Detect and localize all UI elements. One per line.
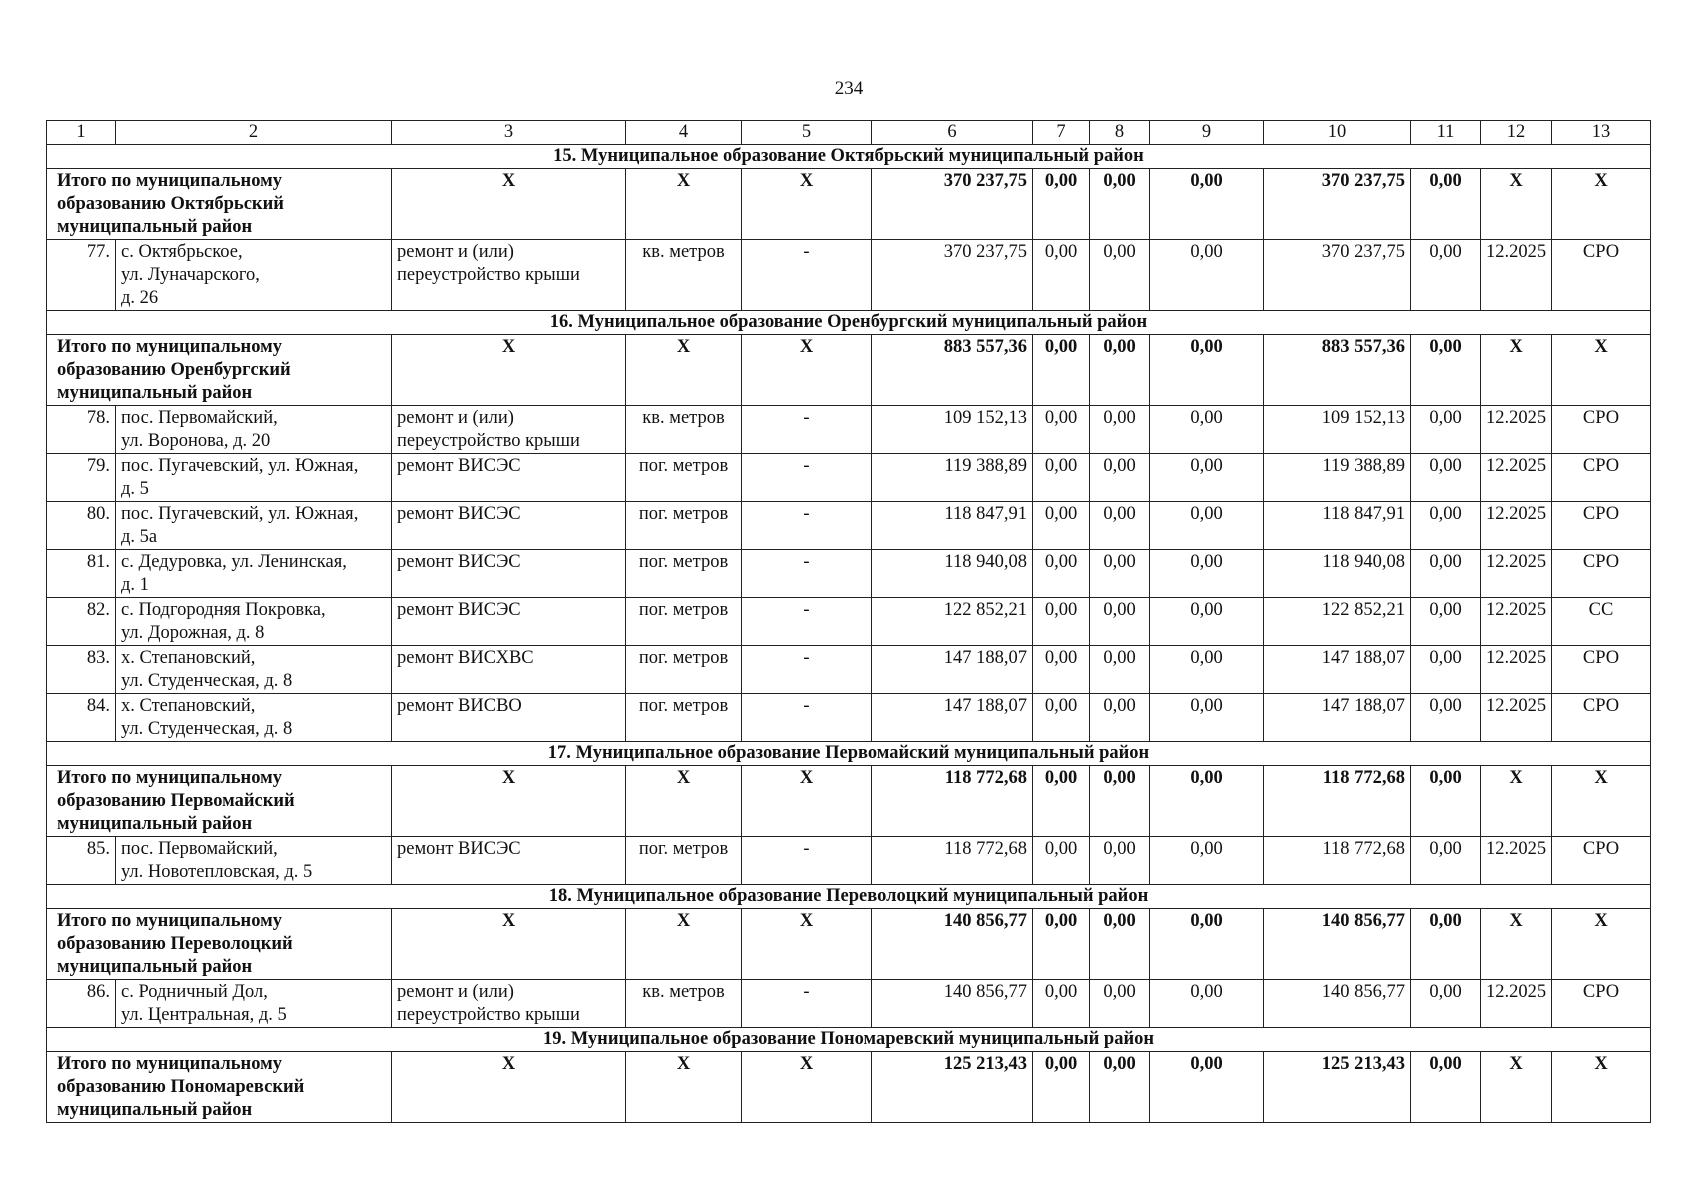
cost-c9: 0,00 (1150, 980, 1264, 1028)
row-number: 80. (47, 502, 116, 550)
total-label (47, 169, 392, 240)
total-c11: 0,00 (1411, 169, 1481, 240)
total-cost: 370 237,75 (872, 169, 1033, 240)
cost-c8: 0,00 (1090, 502, 1150, 550)
total-deadline-mark: X (1481, 766, 1552, 837)
method: СРО (1552, 550, 1651, 598)
cost: 118 847,91 (872, 502, 1033, 550)
unit: кв. метров (626, 980, 742, 1028)
row-number: 83. (47, 646, 116, 694)
cost-c7: 0,00 (1033, 980, 1090, 1028)
cost: 147 188,07 (872, 646, 1033, 694)
cost-c9: 0,00 (1150, 598, 1264, 646)
cost-c10: 118 772,68 (1264, 837, 1411, 885)
cost-c10: 147 188,07 (1264, 694, 1411, 742)
cost-c9: 0,00 (1150, 550, 1264, 598)
deadline: 12.2025 (1481, 454, 1552, 502)
total-c8: 0,00 (1090, 1052, 1150, 1123)
cost-c9: 0,00 (1150, 694, 1264, 742)
address-line: с. Подгородняя Покровка, (121, 600, 326, 620)
address-line: пос. Первомайский, (121, 839, 278, 859)
cost: 147 188,07 (872, 694, 1033, 742)
total-deadline-mark: X (1481, 1052, 1552, 1123)
table-row (47, 406, 1651, 454)
cost-c7: 0,00 (1033, 240, 1090, 311)
address (116, 454, 392, 502)
total-c10: 125 213,43 (1264, 1052, 1411, 1123)
address-line: с. Родничный Дол, (121, 982, 268, 1002)
method: СРО (1552, 980, 1651, 1028)
address-line: с. Октябрьское, (121, 242, 243, 262)
total-volume-mark: X (742, 335, 872, 406)
cost-c7: 0,00 (1033, 550, 1090, 598)
unit: кв. метров (626, 406, 742, 454)
total-label-line: образованию Октябрьский (57, 194, 284, 214)
total-c9: 0,00 (1150, 335, 1264, 406)
work-type (392, 837, 626, 885)
address (116, 837, 392, 885)
table-row (47, 646, 1651, 694)
total-c7: 0,00 (1033, 1052, 1090, 1123)
work-type-line: ремонт ВИСЭС (397, 504, 521, 524)
work-type (392, 550, 626, 598)
total-method-mark: X (1552, 1052, 1651, 1123)
cost-c7: 0,00 (1033, 406, 1090, 454)
address-line: д. 26 (121, 288, 159, 308)
section-title: 16. Муниципальное образование Оренбургский муниципальный район (47, 311, 1651, 335)
section-total-row (47, 1052, 1651, 1123)
total-label-line: образованию Переволоцкий (57, 934, 293, 954)
cost-c7: 0,00 (1033, 598, 1090, 646)
address-line: ул. Студенческая, д. 8 (121, 719, 293, 739)
table-row (47, 240, 1651, 311)
cost: 118 940,08 (872, 550, 1033, 598)
unit: пог. метров (626, 694, 742, 742)
work-type-line: ремонт и (или) (397, 242, 514, 262)
cost-c7: 0,00 (1033, 646, 1090, 694)
total-label-line: Итого по муниципальному (57, 768, 282, 788)
work-type-line: переустройство крыши (397, 1005, 580, 1025)
cost: 109 152,13 (872, 406, 1033, 454)
cost-c11: 0,00 (1411, 406, 1481, 454)
row-number: 77. (47, 240, 116, 311)
cost-c7: 0,00 (1033, 837, 1090, 885)
program-table (46, 120, 1651, 1123)
total-c10: 883 557,36 (1264, 335, 1411, 406)
cost-c11: 0,00 (1411, 550, 1481, 598)
cost-c11: 0,00 (1411, 454, 1481, 502)
cost-c9: 0,00 (1150, 837, 1264, 885)
column-header: 7 (1033, 121, 1090, 145)
section-total-row (47, 335, 1651, 406)
total-label-line: муниципальный район (57, 957, 253, 977)
address-line: ул. Дорожная, д. 8 (121, 623, 265, 643)
cost-c10: 109 152,13 (1264, 406, 1411, 454)
cost-c8: 0,00 (1090, 240, 1150, 311)
cost-c9: 0,00 (1150, 406, 1264, 454)
total-c8: 0,00 (1090, 169, 1150, 240)
column-header: 1 (47, 121, 116, 145)
total-cost: 125 213,43 (872, 1052, 1033, 1123)
total-cost: 118 772,68 (872, 766, 1033, 837)
table-row (47, 837, 1651, 885)
total-deadline-mark: X (1481, 909, 1552, 980)
cost-c10: 370 237,75 (1264, 240, 1411, 311)
total-label (47, 909, 392, 980)
cost: 119 388,89 (872, 454, 1033, 502)
total-c11: 0,00 (1411, 1052, 1481, 1123)
work-type (392, 240, 626, 311)
row-number: 81. (47, 550, 116, 598)
address (116, 598, 392, 646)
work-type (392, 980, 626, 1028)
column-number-row (47, 121, 1651, 145)
address-line: с. Дедуровка, ул. Ленинская, (121, 552, 347, 572)
unit: пог. метров (626, 550, 742, 598)
total-c8: 0,00 (1090, 335, 1150, 406)
table-row (47, 550, 1651, 598)
column-header: 9 (1150, 121, 1264, 145)
work-type-line: ремонт ВИСЭС (397, 552, 521, 572)
section-title: 18. Муниципальное образование Переволоцкий муниципальный район (47, 885, 1651, 909)
deadline: 12.2025 (1481, 406, 1552, 454)
work-type-line: ремонт ВИСВО (397, 696, 522, 716)
cost-c7: 0,00 (1033, 502, 1090, 550)
cost-c7: 0,00 (1033, 694, 1090, 742)
address-line: ул. Воронова, д. 20 (121, 431, 271, 451)
unit: кв. метров (626, 240, 742, 311)
section-total-row (47, 169, 1651, 240)
total-c7: 0,00 (1033, 169, 1090, 240)
volume: - (742, 598, 872, 646)
address-line: д. 5 (121, 479, 149, 499)
total-label-line: муниципальный район (57, 217, 253, 237)
volume: - (742, 240, 872, 311)
total-c10: 118 772,68 (1264, 766, 1411, 837)
total-deadline-mark: X (1481, 335, 1552, 406)
total-c9: 0,00 (1150, 909, 1264, 980)
column-header: 13 (1552, 121, 1651, 145)
total-label-line: муниципальный район (57, 1100, 253, 1120)
cost-c10: 147 188,07 (1264, 646, 1411, 694)
deadline: 12.2025 (1481, 694, 1552, 742)
section-heading-row (47, 311, 1651, 335)
total-unit-mark: X (626, 335, 742, 406)
cost-c11: 0,00 (1411, 240, 1481, 311)
total-label (47, 1052, 392, 1123)
cost-c11: 0,00 (1411, 694, 1481, 742)
cost-c11: 0,00 (1411, 502, 1481, 550)
address-line: х. Степановский, (121, 696, 256, 716)
unit: пог. метров (626, 598, 742, 646)
section-title: 17. Муниципальное образование Первомайский муниципальный район (47, 742, 1651, 766)
address-line: д. 1 (121, 575, 149, 595)
work-type (392, 406, 626, 454)
total-label-line: образованию Пономаревский (57, 1077, 305, 1097)
total-c7: 0,00 (1033, 909, 1090, 980)
section-total-row (47, 909, 1651, 980)
section-heading-row (47, 145, 1651, 169)
total-c10: 370 237,75 (1264, 169, 1411, 240)
cost: 140 856,77 (872, 980, 1033, 1028)
column-header: 2 (116, 121, 392, 145)
section-title: 15. Муниципальное образование Октябрьский муниципальный район (47, 145, 1651, 169)
cost-c8: 0,00 (1090, 694, 1150, 742)
total-unit-mark: X (626, 909, 742, 980)
cost-c9: 0,00 (1150, 240, 1264, 311)
total-label-line: образованию Первомайский (57, 791, 295, 811)
column-header: 8 (1090, 121, 1150, 145)
work-type-line: ремонт ВИСЭС (397, 456, 521, 476)
deadline: 12.2025 (1481, 980, 1552, 1028)
total-c9: 0,00 (1150, 1052, 1264, 1123)
total-c7: 0,00 (1033, 766, 1090, 837)
work-type-line: ремонт и (или) (397, 408, 514, 428)
deadline: 12.2025 (1481, 240, 1552, 311)
deadline: 12.2025 (1481, 837, 1552, 885)
method: СРО (1552, 406, 1651, 454)
address-line: ул. Луначарского, (121, 265, 260, 285)
total-label-line: Итого по муниципальному (57, 171, 282, 191)
cost-c10: 119 388,89 (1264, 454, 1411, 502)
cost-c8: 0,00 (1090, 454, 1150, 502)
work-type-line: ремонт ВИСЭС (397, 600, 521, 620)
row-number: 79. (47, 454, 116, 502)
cost-c11: 0,00 (1411, 598, 1481, 646)
volume: - (742, 646, 872, 694)
deadline: 12.2025 (1481, 646, 1552, 694)
cost-c8: 0,00 (1090, 550, 1150, 598)
cost-c7: 0,00 (1033, 454, 1090, 502)
total-c9: 0,00 (1150, 169, 1264, 240)
total-label-line: Итого по муниципальному (57, 1054, 282, 1074)
address-line: ул. Центральная, д. 5 (121, 1005, 287, 1025)
method: СРО (1552, 694, 1651, 742)
total-volume-mark: X (742, 169, 872, 240)
deadline: 12.2025 (1481, 502, 1552, 550)
address (116, 406, 392, 454)
cost: 118 772,68 (872, 837, 1033, 885)
cost-c8: 0,00 (1090, 837, 1150, 885)
total-c11: 0,00 (1411, 766, 1481, 837)
work-type (392, 598, 626, 646)
cost-c10: 140 856,77 (1264, 980, 1411, 1028)
cost-c8: 0,00 (1090, 980, 1150, 1028)
total-unit-mark: X (626, 766, 742, 837)
total-type-mark: X (392, 1052, 626, 1123)
total-c11: 0,00 (1411, 909, 1481, 980)
row-number: 84. (47, 694, 116, 742)
cost-c8: 0,00 (1090, 598, 1150, 646)
work-type-line: ремонт и (или) (397, 982, 514, 1002)
row-number: 86. (47, 980, 116, 1028)
total-unit-mark: X (626, 169, 742, 240)
table-body (47, 121, 1651, 1123)
address (116, 694, 392, 742)
total-label-line: Итого по муниципальному (57, 337, 282, 357)
work-type-line: ремонт ВИСХВС (397, 648, 534, 668)
volume: - (742, 694, 872, 742)
total-label (47, 335, 392, 406)
method: СРО (1552, 837, 1651, 885)
volume: - (742, 502, 872, 550)
row-number: 82. (47, 598, 116, 646)
volume: - (742, 550, 872, 598)
table-row (47, 598, 1651, 646)
column-header: 12 (1481, 121, 1552, 145)
work-type (392, 502, 626, 550)
cost: 122 852,21 (872, 598, 1033, 646)
table-row (47, 694, 1651, 742)
column-header: 10 (1264, 121, 1411, 145)
section-title: 19. Муниципальное образование Пономаревский муниципальный район (47, 1028, 1651, 1052)
total-method-mark: X (1552, 766, 1651, 837)
cost-c9: 0,00 (1150, 454, 1264, 502)
volume: - (742, 454, 872, 502)
address (116, 550, 392, 598)
total-type-mark: X (392, 909, 626, 980)
unit: пог. метров (626, 454, 742, 502)
total-c9: 0,00 (1150, 766, 1264, 837)
total-type-mark: X (392, 335, 626, 406)
address-line: пос. Пугачевский, ул. Южная, (121, 504, 359, 524)
volume: - (742, 406, 872, 454)
deadline: 12.2025 (1481, 598, 1552, 646)
column-header: 11 (1411, 121, 1481, 145)
page-number: 234 (834, 78, 864, 99)
address-line: пос. Первомайский, (121, 408, 278, 428)
address-line: х. Степановский, (121, 648, 256, 668)
cost-c10: 118 847,91 (1264, 502, 1411, 550)
cost-c11: 0,00 (1411, 646, 1481, 694)
total-volume-mark: X (742, 1052, 872, 1123)
method: СС (1552, 598, 1651, 646)
total-label (47, 766, 392, 837)
total-type-mark: X (392, 169, 626, 240)
section-total-row (47, 766, 1651, 837)
section-heading-row (47, 742, 1651, 766)
cost-c11: 0,00 (1411, 837, 1481, 885)
total-label-line: Итого по муниципальному (57, 911, 282, 931)
unit: пог. метров (626, 502, 742, 550)
table-row (47, 502, 1651, 550)
column-header: 5 (742, 121, 872, 145)
cost-c10: 118 940,08 (1264, 550, 1411, 598)
work-type-line: ремонт ВИСЭС (397, 839, 521, 859)
address-line: ул. Студенческая, д. 8 (121, 671, 293, 691)
total-label-line: образованию Оренбургский (57, 360, 291, 380)
table-row (47, 980, 1651, 1028)
method: СРО (1552, 454, 1651, 502)
total-method-mark: X (1552, 169, 1651, 240)
unit: пог. метров (626, 837, 742, 885)
column-header: 6 (872, 121, 1033, 145)
cost-c10: 122 852,21 (1264, 598, 1411, 646)
address (116, 240, 392, 311)
work-type-line: переустройство крыши (397, 431, 580, 451)
total-c11: 0,00 (1411, 335, 1481, 406)
volume: - (742, 980, 872, 1028)
table-row (47, 454, 1651, 502)
deadline: 12.2025 (1481, 550, 1552, 598)
total-cost: 140 856,77 (872, 909, 1033, 980)
cost-c11: 0,00 (1411, 980, 1481, 1028)
row-number: 85. (47, 837, 116, 885)
total-method-mark: X (1552, 909, 1651, 980)
total-label-line: муниципальный район (57, 814, 253, 834)
section-heading-row (47, 885, 1651, 909)
total-c8: 0,00 (1090, 766, 1150, 837)
total-label-line: муниципальный район (57, 383, 253, 403)
section-heading-row (47, 1028, 1651, 1052)
address-line: д. 5а (121, 527, 158, 547)
total-deadline-mark: X (1481, 169, 1552, 240)
cost-c9: 0,00 (1150, 646, 1264, 694)
volume: - (742, 837, 872, 885)
column-header: 4 (626, 121, 742, 145)
method: СРО (1552, 502, 1651, 550)
address-line: ул. Новотепловская, д. 5 (121, 862, 313, 882)
method: СРО (1552, 646, 1651, 694)
work-type-line: переустройство крыши (397, 265, 580, 285)
total-cost: 883 557,36 (872, 335, 1033, 406)
total-volume-mark: X (742, 766, 872, 837)
work-type (392, 646, 626, 694)
address (116, 980, 392, 1028)
address-line: пос. Пугачевский, ул. Южная, (121, 456, 359, 476)
total-method-mark: X (1552, 335, 1651, 406)
total-c8: 0,00 (1090, 909, 1150, 980)
total-unit-mark: X (626, 1052, 742, 1123)
cost-c8: 0,00 (1090, 406, 1150, 454)
column-header: 3 (392, 121, 626, 145)
total-volume-mark: X (742, 909, 872, 980)
unit: пог. метров (626, 646, 742, 694)
address (116, 646, 392, 694)
cost-c9: 0,00 (1150, 502, 1264, 550)
work-type (392, 694, 626, 742)
method: СРО (1552, 240, 1651, 311)
row-number: 78. (47, 406, 116, 454)
cost-c8: 0,00 (1090, 646, 1150, 694)
total-c10: 140 856,77 (1264, 909, 1411, 980)
work-type (392, 454, 626, 502)
total-c7: 0,00 (1033, 335, 1090, 406)
cost: 370 237,75 (872, 240, 1033, 311)
total-type-mark: X (392, 766, 626, 837)
address (116, 502, 392, 550)
